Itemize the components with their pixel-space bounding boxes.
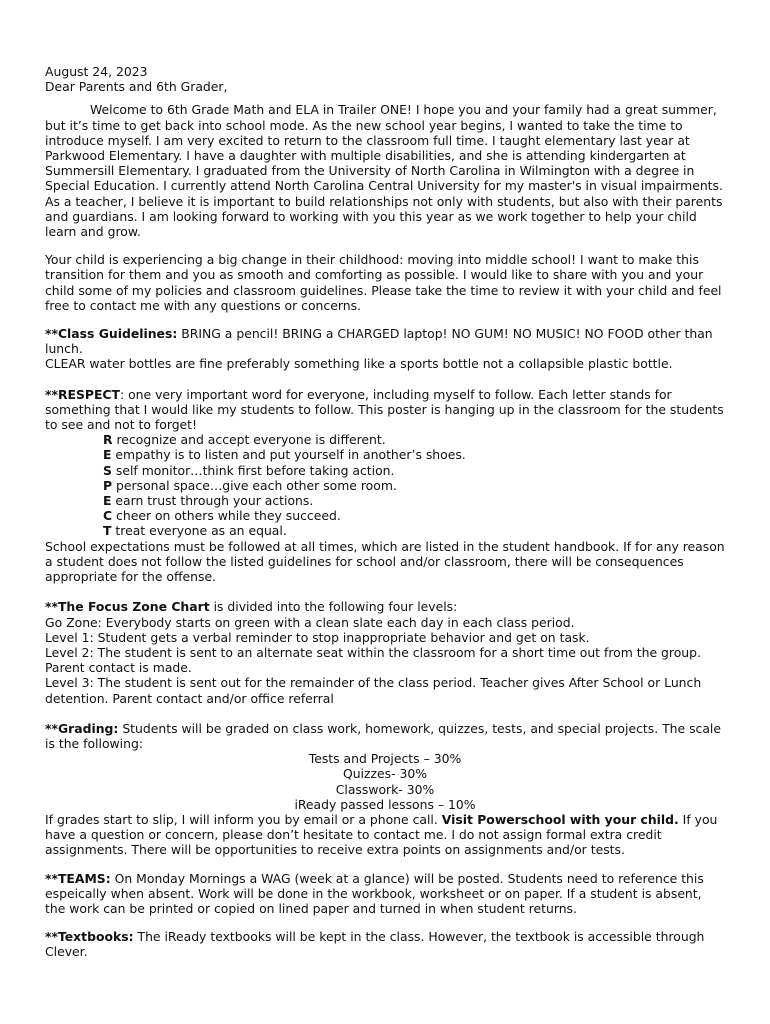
salutation: Dear Parents and 6th Grader, (45, 79, 228, 95)
respect-item-text: earn trust through your actions. (111, 493, 314, 509)
class-guidelines-heading: **Class Guidelines: (45, 326, 178, 342)
grading-scale-item: iReady passed lessons – 10% (294, 796, 476, 812)
focus-zone-intro-text: is divided into the following four levels: (209, 599, 458, 615)
grading-heading: **Grading: (45, 720, 119, 736)
letter-date: August 24, 2023 (45, 64, 148, 79)
focus-zone-section (45, 599, 725, 705)
class-guidelines-body: BRING a pencil! BRING a CHARGED laptop! NO GUM! NO MUSIC! NO FOOD other than lunch. (45, 326, 713, 357)
grades-contact-text: If you have a question or concern, please don’t hesitate to contact me. I do not assign formal extra credit assignments. There will be opportunities to receive extra points on assignments and/or tests. (45, 811, 718, 858)
respect-item (103, 508, 725, 523)
respect-intro-text: : one very important word for everyone, including myself to follow. Each letter stands for something that I would like my students to follow. This poster is hanging up in the classroom for the students to see and not to forget! (45, 386, 724, 433)
focus-level: Go Zone: Everybody starts on green with a clean slate each day in each class period. (45, 614, 575, 630)
grading-scale-item: Classwork- 30% (335, 781, 435, 797)
respect-item-text: treat everyone as an equal. (111, 523, 287, 539)
textbooks-section (45, 929, 725, 959)
focus-zone-heading: **The Focus Zone Chart (45, 599, 210, 615)
respect-item (103, 463, 725, 478)
respect-item-text: personal space…give each other some room. (112, 477, 397, 493)
grading-section (45, 721, 725, 858)
textbooks-heading: **Textbooks: (45, 929, 134, 945)
school-expectations: School expectations must be followed at all times, which are listed in the student handbook. If for any reason a student does not follow the listed guidelines for school and/or classroom, there will be consequences appropriate for the offense. (45, 538, 725, 585)
grading-intro (45, 721, 725, 751)
respect-item (103, 523, 725, 538)
grading-intro-text: Students will be graded on class work, homework, quizzes, tests, and special projects. The scale is the following: (45, 720, 721, 751)
intro-paragraph: Welcome to 6th Grade Math and ELA in Trailer ONE! I hope you and your family had a great summer, but it’s time to get back into school mode. As the new school year begins, I wanted to take the time to introduce myself. I am very excited to return to the classroom full time. I taught elementary last year at Parkwood Elementary. I have a daughter with multiple disabilities, and she is attending kindergarten at Summersill Elementary. I graduated from the University of North Carolina in Wilmington with a degree in Special Education. I currently attend North Carolina Central University for my master's in visual impairments. As a teacher, I believe it is important to build relationships not only with students, but also with their parents and guardians. I am looking forward to working with you this year as we work together to help your child learn and grow. (45, 102, 723, 240)
class-guidelines-section (45, 326, 725, 372)
focus-zone-intro (45, 599, 725, 614)
focus-level: Level 1: Student gets a verbal reminder to stop inappropriate behavior and get on task. (45, 629, 590, 645)
teams-heading: **TEAMS: (45, 870, 111, 886)
respect-item-text: empathy is to listen and put yourself in another’s shoes. (111, 447, 466, 463)
respect-item-text: recognize and accept everyone is different. (112, 432, 386, 448)
teams-paragraph (45, 871, 725, 917)
respect-item (103, 478, 725, 493)
respect-letter: E (103, 493, 112, 509)
respect-item-text: cheer on others while they succeed. (112, 508, 341, 524)
respect-letter: T (103, 523, 112, 539)
powerschool-note: Visit Powerschool with your child. (441, 811, 679, 827)
respect-heading: **RESPECT (45, 386, 120, 402)
respect-letter: S (103, 462, 112, 478)
teams-text: On Monday Mornings a WAG (week at a glance) will be posted. Students need to reference this espeically when absent. Work will be done in the workbook, worksheet or on paper. If a student is absent, the work can be printed or copied on lined paper and turned in when student returns. (45, 870, 704, 916)
respect-section (45, 387, 725, 585)
respect-letter: C (103, 508, 113, 524)
textbooks-paragraph (45, 929, 725, 959)
teams-section (45, 871, 725, 917)
respect-item (103, 432, 725, 447)
transition-paragraph: Your child is experiencing a big change in their childhood: moving into middle school! I want to make this transition for them and you as smooth and comforting as possible. I would like to share with you and your child some of my policies and classroom guidelines. Please take the time to review it with your child and feel free to contact me with any questions or concerns. (45, 252, 722, 313)
respect-letter: E (103, 447, 112, 463)
respect-item (103, 493, 725, 508)
respect-list (103, 432, 725, 538)
grades-slip-text: If grades start to slip, I will inform you by email or a phone call. (45, 811, 442, 827)
water-bottle-note: CLEAR water bottles are fine preferably something like a sports bottle not a collapsible plastic bottle. (45, 356, 673, 372)
respect-letter: P (103, 477, 113, 493)
grades-slip-paragraph (45, 812, 725, 858)
class-guidelines-text (45, 326, 725, 356)
grading-scale-item: Quizzes- 30% (342, 766, 428, 782)
focus-level: Level 2: The student is sent to an alternate seat within the classroom for a short time out from the group. Parent contact is made. (45, 644, 701, 676)
grading-scale-item: Tests and Projects – 30% (308, 751, 462, 767)
letter-page (45, 64, 725, 960)
textbooks-text: The iReady textbooks will be kept in the class. However, the textbook is accessible through Clever. (45, 929, 705, 960)
respect-item (103, 447, 725, 462)
respect-item-text: self monitor…think first before taking action. (111, 462, 395, 478)
respect-letter: R (103, 432, 113, 448)
focus-level: Level 3: The student is sent out for the remainder of the class period. Teacher gives After School or Lunch detention. Parent contact and/or office referral (45, 675, 702, 706)
respect-intro (45, 387, 725, 433)
